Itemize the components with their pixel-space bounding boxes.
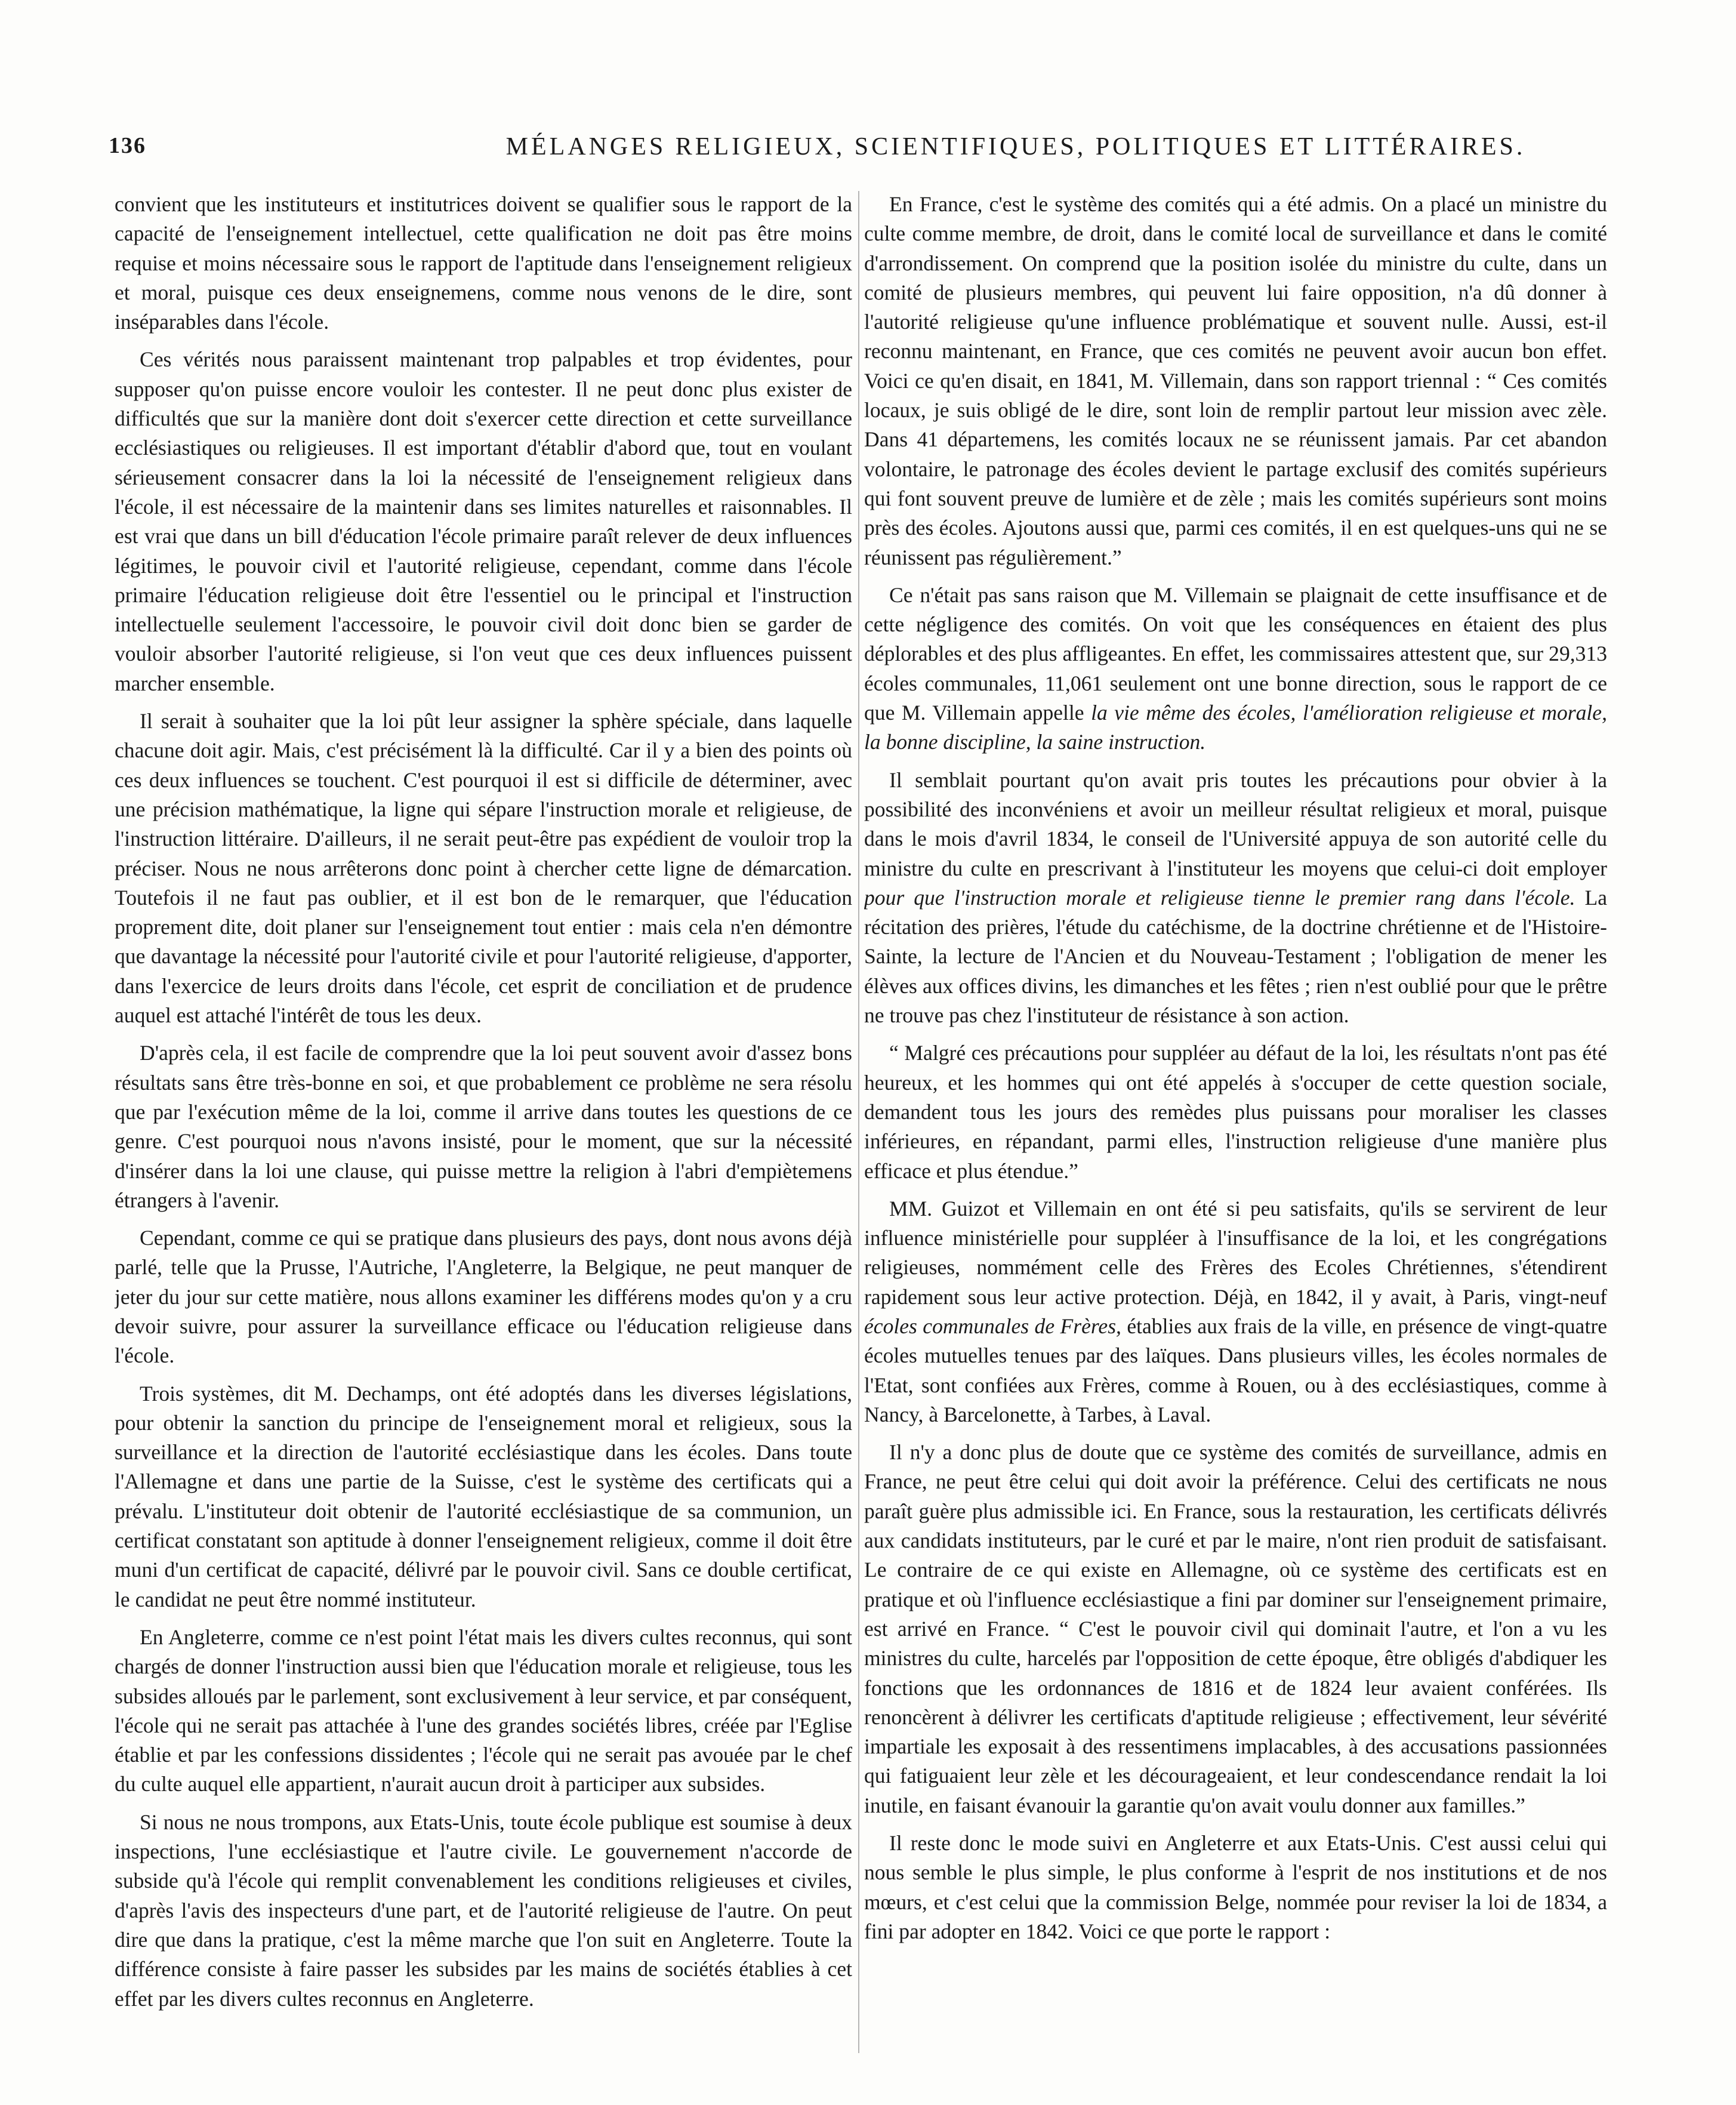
left-paragraph-6: Trois systèmes, dit M. Dechamps, ont été adoptés dans les diverses législations, pour obtenir la sanction du principe de l'enseignement moral et religieux, sous la surveillance et la direction de l'autorité ecclésiastique dans les écoles. Dans toute l'Allemagne et dans une partie de la Suisse, c'est le système des certificats qui a prévalu. L'instituteur doit obtenir de l'autorité ecclésiastique de sa communion, un certificat constatant son aptitude à donner l'enseignement religieux, comme il doit être muni d'un certificat de capacité, délivré par le pouvoir civil. Sans ce double certificat, le candidat ne peut être nommé instituteur. xyxy=(115,1381,852,1611)
right-paragraph-1: En France, c'est le système des comités qui a été admis. On a placé un ministre du culte comme membre, de droit, dans le comité local de surveillance et dans le comité d'arrondissement. On comprend que la position isolée du ministre du culte, dans un comité de plusieurs membres, qui peuvent lui faire opposition, n'a dû donner à l'autorité religieuse qu'une influence problématique et souvent nulle. Aussi, est-il reconnu maintenant, en France, que ces comités ne peuvent avoir aucun bon effet. Voici ce qu'en disait, en 1841, M. Villemain, dans son rapport triennal : “ Ces comités locaux, je suis obligé de le dire, sont loin de remplir partout leur mission avec zèle. Dans 41 départemens, les comités locaux ne se réunissent jamais. Par cet abandon volontaire, le patronage des écoles devient le partage exclusif des comités supérieurs qui font souvent preuve de lumière et de zèle ; mais les comités supérieurs sont moins près des écoles. Ajoutons aussi que, parmi ces comités, il en est quelques-uns qui ne se réunissent pas régulièrement.” xyxy=(864,192,1607,569)
left-paragraph-1: convient que les instituteurs et institutrices doivent se qualifier sous le rapport de la capacité de l'enseignement intellectuel, cette qualification ne doit pas être moins requise et moins nécessaire sous le rapport de l'aptitude dans l'enseignement religieux et moral, puisque ces deux enseignemens, comme nous venons de le dire, sont inséparables dans l'école. xyxy=(115,192,852,334)
left-column xyxy=(115,190,852,2058)
right-paragraph-3 xyxy=(864,766,1607,1031)
right-paragraph-3-text-b: La récitation des prières, l'étude du catéchisme, de la doctrine chrétienne et de l'Histoire-Sainte, la lecture de l'Ancien et du Nouveau-Testament ; l'obligation de mener les élèves aux offices divins, les dimanches et les fêtes ; rien n'est oublié pour que le prêtre ne trouve pas chez l'instituteur de résistance à son action. xyxy=(864,885,1607,1028)
right-paragraph-5 xyxy=(864,1194,1607,1429)
right-paragraph-3-text-a: Il semblait pourtant qu'on avait pris toutes les précautions pour obvier à la possibilité des inconvéniens et avoir un meilleur résultat religieux et moral, puisque dans le mois d'avril 1834, le conseil de l'Université appuya de son autorité celle du ministre du culte en prescrivant à l'instituteur les moyens que celui-ci doit employer xyxy=(864,768,1607,880)
left-paragraph-7: En Angleterre, comme ce n'est point l'état mais les divers cultes reconnus, qui sont chargés de donner l'instruction aussi bien que l'éducation morale et religieuse, tous les subsides alloués par le parlement, sont exclusivement à leur service, et par conséquent, l'école qui ne serait pas attachée à l'une des grandes sociétés libres, créée par l'Eglise établie et par les confessions dissidentes ; l'école qui ne serait pas avouée par le chef du culte auquel elle appartient, n'aurait aucun droit à participer aux subsides. xyxy=(115,1625,852,1796)
right-paragraph-2 xyxy=(864,581,1607,757)
right-paragraph-6: Il n'y a donc plus de doute que ce système des comités de surveillance, admis en France, ne peut être celui qui doit avoir la préférence. Celui des certificats ne nous paraît guère plus admissible ici. En France, sous la restauration, les certificats délivrés aux candidats instituteurs, par le curé et par le maire, n'ont rien produit de satisfaisant. Le contraire de ce qui existe en Allemagne, où ce système des certificats est en pratique et où l'influence ecclésiastique a fini par dominer sur l'enseignement primaire, est arrivé en France. “ C'est le pouvoir civil qui dominait l'autre, et l'on a vu les ministres du culte, harcelés par l'opposition de cette époque, être obligés d'abdiquer les fonctions que les ordonnances de 1816 et de 1824 leur avaient conférées. Ils renoncèrent à délivrer les certificats d'aptitude religieuse ; effectivement, leur sévérité impartiale les exposait à des ressentimens implacables, à des accusations passionnées qui fatiguaient leur zèle et les décourageaient, et leur condescendance rendait la loi inutile, en faisant évanouir la garantie qu'on avait voulu donner aux familles.” xyxy=(864,1440,1607,1817)
left-paragraph-4: D'après cela, il est facile de comprendre que la loi peut souvent avoir d'assez bons résultats sans être très-bonne en soi, et que probablement ce problème ne sera résolu que par l'exécution même de la loi, comme il arrive dans toutes les questions de ce genre. C'est pourquoi nous n'avons insisté, pour le moment, que sur la nécessité d'insérer dans la loi une clause, qui puisse mettre la religion à l'abri d'empiètemens étrangers à l'avenir. xyxy=(115,1041,852,1212)
right-paragraph-5-text-a: MM. Guizot et Villemain en ont été si peu satisfaits, qu'ils se servirent de leur influence ministérielle pour suppléer à l'insuffisance de la loi, et les congrégations religieuses, nommément celle des Frères des Ecoles Chrétiennes, s'étendirent rapidement sous leur active protection. Déjà, en 1842, il y avait, à Paris, vingt-neuf xyxy=(864,1196,1607,1309)
left-paragraph-3: Il serait à souhaiter que la loi pût leur assigner la sphère spéciale, dans laquelle chacune doit agir. Mais, c'est précisément là la difficulté. Car il y a bien des points où ces deux influences se touchent. C'est pourquoi il est si difficile de déterminer, avec une précision mathématique, la ligne qui sépare l'instruction morale et religieuse, de l'instruction littéraire. D'ailleurs, il ne serait peut-être pas expédient de vouloir trop la préciser. Nous ne nous arrêterons donc point à chercher cette ligne de démarcation. Toutefois il ne faut pas oublier, et il est bon de le remarquer, que l'éducation proprement dite, doit planer sur l'enseignement tout entier : mais cela n'en démontre que davantage la nécessité pour l'autorité civile et pour l'autorité religieuse, d'apporter, dans l'exercice de leurs droits dans l'école, cet esprit de conciliation et de prudence auquel est attaché l'intérêt de tous les deux. xyxy=(115,709,852,1028)
journal-title: MÉLANGES RELIGIEUX, SCIENTIFIQUES, POLITIQUES ET LITTÉRAIRES. xyxy=(505,133,1526,161)
running-head xyxy=(109,132,1624,174)
left-paragraph-2: Ces vérités nous paraissent maintenant trop palpables et trop évidentes, pour supposer qu'on puisse encore vouloir les contester. Il ne peut donc plus exister de difficultés que sur la manière dont doit s'exercer cette direction et cette surveillance ecclésiastiques ou religieuses. Il est important d'établir d'abord que, tout en voulant sérieusement consacrer dans la loi la nécessité de l'enseignement religieux dans l'école, il est nécessaire de la maintenir dans ses limites naturelles et raisonnables. Il est vrai que dans un bill d'éducation l'école primaire paraît relever de deux influences légitimes, le pouvoir civil et l'autorité religieuse, cependant, comme dans l'école primaire l'éducation religieuse doit être l'essentiel ou le principal et l'instruction intellectuelle seulement l'accessoire, le pouvoir civil doit donc bien se garder de vouloir absorber l'autorité religieuse, si l'on veut que ces deux influences puissent marcher ensemble. xyxy=(115,347,852,695)
left-paragraph-8: Si nous ne nous trompons, aux Etats-Unis, toute école publique est soumise à deux inspections, l'une ecclésiastique et l'autre civile. Le gouvernement n'accorde de subside qu'à l'école qui remplit convenablement les conditions religieuses et civiles, d'après l'avis des inspecteurs d'une part, et de l'autorité religieuse de l'autre. On peut dire que dans la pratique, c'est la même marche que l'on suit en Angleterre. Toute la différence consiste à faire passer les subsides par les mains de sociétés établies à cet effet par les divers cultes reconnus en Angleterre. xyxy=(115,1810,852,2011)
right-paragraph-5-italic: écoles communales de Frères, xyxy=(864,1314,1121,1338)
column-divider xyxy=(858,191,859,2053)
left-paragraph-5: Cependant, comme ce qui se pratique dans plusieurs des pays, dont nous avons déjà parlé, telle que la Prusse, l'Autriche, l'Angleterre, la Belgique, ne peut manquer de jeter du jour sur cette matière, nous allons examiner les différens modes qu'on y a cru devoir suivre, pour assurer la surveillance efficace ou l'éducation religieuse dans l'école. xyxy=(115,1226,852,1368)
right-column xyxy=(864,190,1607,2058)
right-paragraph-2-italic: la vie même des écoles, l'amélioration religieuse et morale, la bonne discipline, la saine instruction. xyxy=(864,701,1607,754)
page-number: 136 xyxy=(109,133,146,158)
right-paragraph-3-italic: pour que l'instruction morale et religieuse tienne le premier rang dans l'école. xyxy=(864,885,1575,910)
right-paragraph-2-text: Ce n'était pas sans raison que M. Villemain se plaignait de cette insuffisance et de cette négligence des comités. On voit que les conséquences en étaient des plus déplorables et des plus affligeantes. En effet, les commissaires attestent que, sur 29,313 écoles communales, 11,061 seulement ont une bonne direction, sous le rapport de ce que M. Villemain appelle xyxy=(864,583,1607,725)
right-paragraph-4-quote: “ Malgré ces précautions pour suppléer au défaut de la loi, les résultats n'ont pas été heureux, et les hommes qui ont été appelés à s'occuper de cette question sociale, demandent tous les jours des remèdes plus puissans pour moraliser les classes inférieures, en répandant, parmi elles, l'instruction religieuse d'une manière plus efficace et plus étendue.” xyxy=(864,1041,1607,1183)
right-paragraph-5-text-b: établies aux frais de la ville, en présence de vingt-quatre écoles mutuelles tenues par des laïques. Dans plusieurs villes, les écoles normales de l'Etat, sont confiées aux Frères, comme à Rouen, ou à des ecclésiastiques, comme à Nancy, à Barcelonette, à Tarbes, à Laval. xyxy=(864,1314,1607,1426)
right-paragraph-7: Il reste donc le mode suivi en Angleterre et aux Etats-Unis. C'est aussi celui qui nous semble le plus simple, le plus conforme à l'esprit de nos institutions et de nos mœurs, et c'est celui que la commission Belge, nommée pour reviser la loi de 1834, a fini par adopter en 1842. Voici ce que porte le rapport : xyxy=(864,1831,1607,1943)
